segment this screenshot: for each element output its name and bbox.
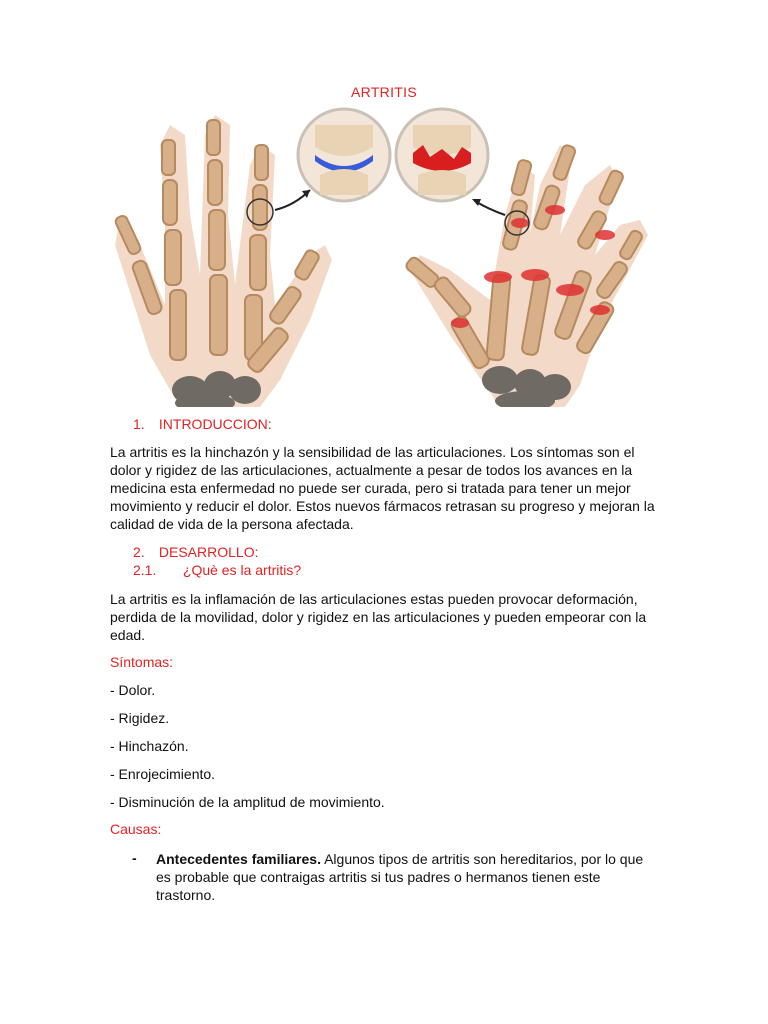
symptom-item: - Rigidez. bbox=[110, 710, 170, 726]
cause-item bbox=[156, 850, 661, 904]
cause-title: Antecedentes familiares. bbox=[156, 851, 321, 867]
symptom-item: - Disminución de la amplitud de movimiento. bbox=[110, 794, 385, 810]
intro-paragraph: La artritis es la hinchazón y la sensibilidad de las articulaciones. Los síntomas son el dolor y rigidez de las articulaciones, actualmente a pesar de todos los avances en la medicina esta enfermedad no puede ser curada, pero si tratada para tener un mejor movimiento y reducir el dolor. Estos nuevos fármacos retrasan su progreso y mejoran la calidad de vida de la persona afectada. bbox=[110, 444, 655, 532]
section-label: INTRODUCCION: bbox=[158, 416, 272, 432]
definition-paragraph: La artritis es la inflamación de las articulaciones estas pueden provocar deformación, perdida de la movilidad, dolor y rigidez en las articulaciones y pueden empeorar con la edad. bbox=[110, 591, 647, 643]
hands-illustration bbox=[110, 105, 658, 407]
causas-heading: Causas: bbox=[110, 821, 162, 837]
symptom-item: - Hinchazón. bbox=[110, 738, 189, 754]
cause-bullet: - bbox=[132, 850, 137, 866]
section-number: 2. bbox=[133, 544, 145, 560]
symptom-item: - Dolor. bbox=[110, 682, 156, 698]
subsection-label: ¿Què es la artritis? bbox=[182, 562, 302, 578]
section-heading-desarrollo bbox=[133, 544, 258, 560]
subsection-heading bbox=[133, 562, 301, 578]
cause-description: Algunos tipos de artritis son hereditarios, por lo que es probable que contraigas artritis si tus padres o hermanos tienen este trastorno. bbox=[156, 851, 644, 903]
sintomas-heading: Síntomas: bbox=[110, 654, 174, 670]
symptom-item: - Enrojecimiento. bbox=[110, 766, 216, 782]
section-heading-introduccion bbox=[133, 416, 272, 432]
section-number: 1. bbox=[133, 416, 145, 432]
subsection-number: 2.1. bbox=[133, 562, 157, 578]
inflamed-joint-closeup bbox=[396, 109, 488, 201]
page-title: ARTRITIS bbox=[351, 84, 417, 100]
section-label: DESARROLLO: bbox=[158, 544, 259, 560]
healthy-joint-closeup bbox=[298, 109, 390, 201]
